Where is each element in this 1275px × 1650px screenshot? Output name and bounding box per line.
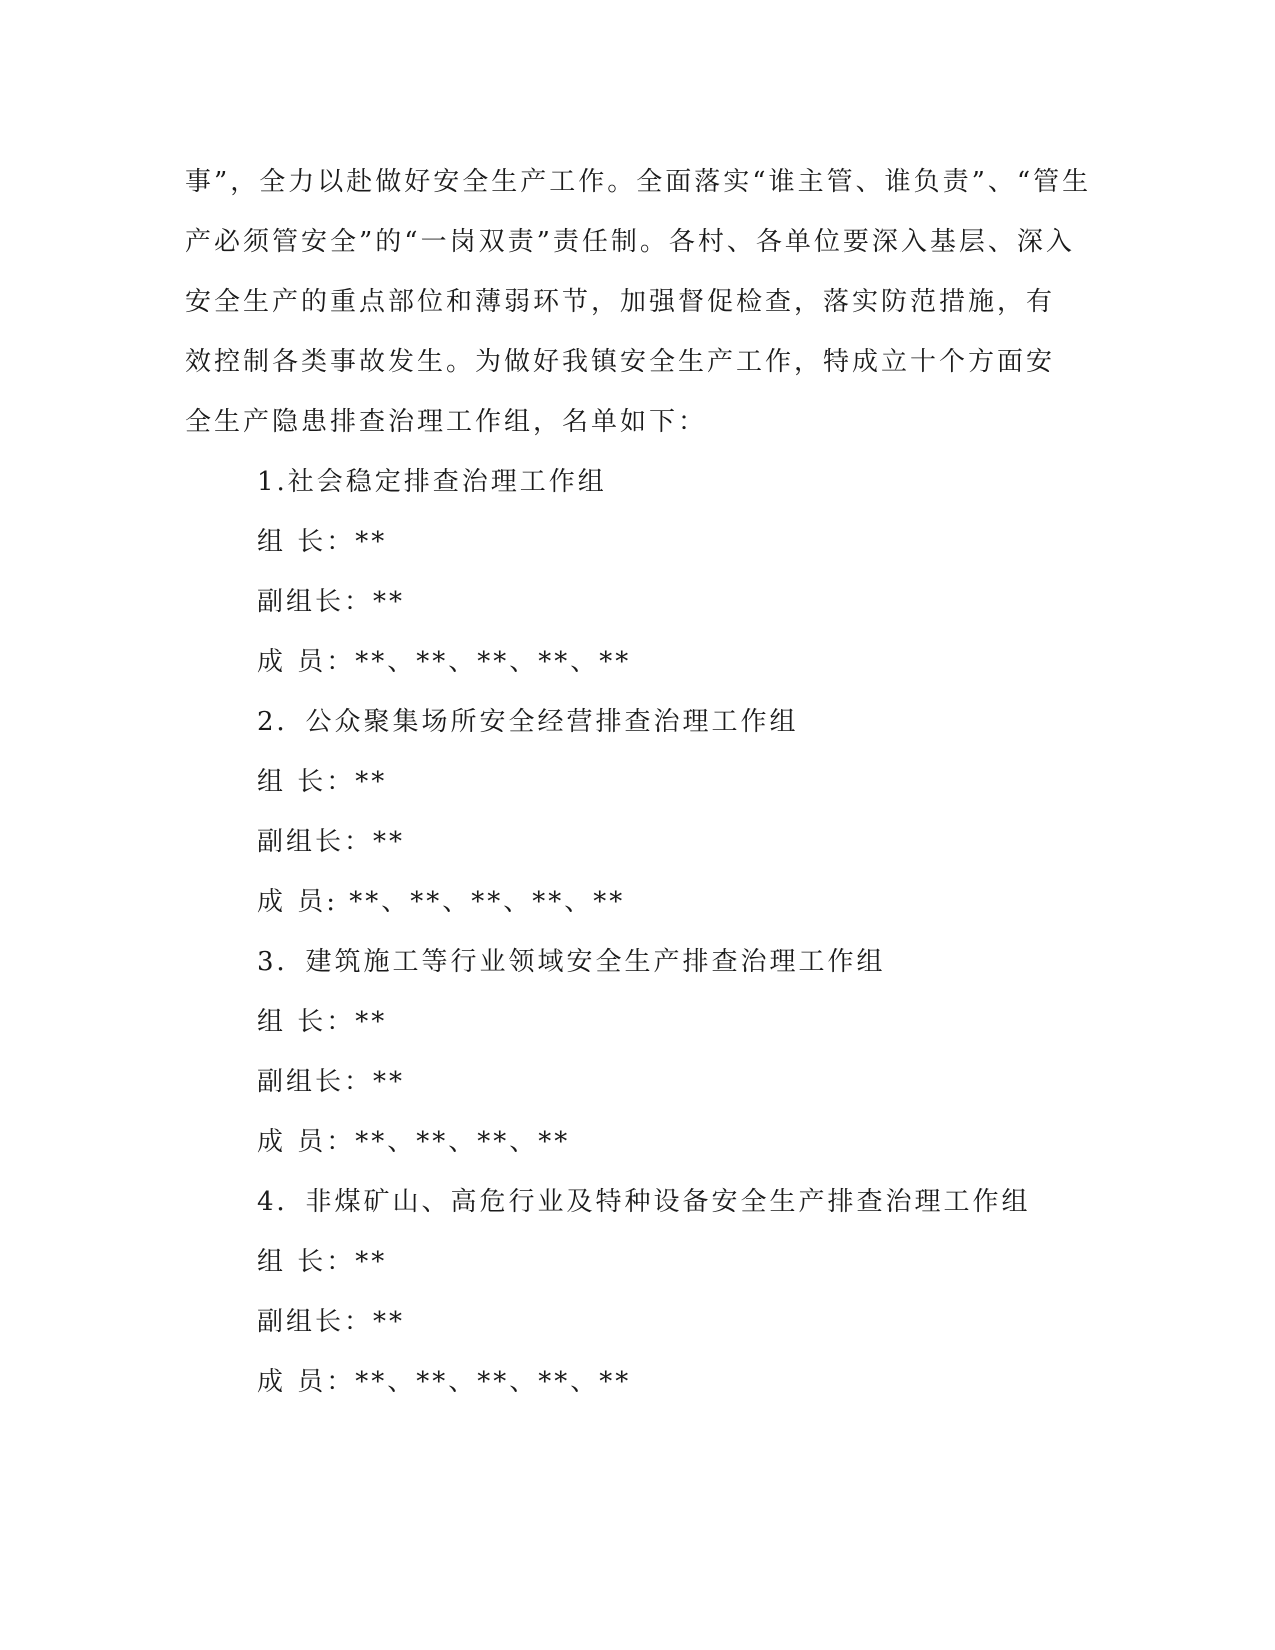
intro-line: 安全生产的重点部位和薄弱环节，加强督促检查，落实防范措施，有 (185, 287, 1056, 317)
intro-line: 效控制各类事故发生。为做好我镇安全生产工作，特成立十个方面安 (185, 347, 1056, 377)
group-members: 成 员：**、**、**、** (257, 1127, 571, 1157)
group-leader: 组 长：** (257, 527, 388, 557)
group-title: 1.社会稳定排查治理工作组 (257, 467, 607, 497)
group-members: 成 员：**、**、**、**、** (257, 647, 632, 677)
group-title: 4．非煤矿山、高危行业及特种设备安全生产排查治理工作组 (257, 1187, 1031, 1217)
group-deputy: 副组长：** (257, 1067, 406, 1097)
group-leader: 组 长：** (257, 767, 388, 797)
group-title: 2．公众聚集场所安全经营排查治理工作组 (257, 707, 799, 737)
intro-line: 事”，全力以赴做好安全生产工作。全面落实“谁主管、谁负责”、“管生 (185, 167, 1092, 197)
group-leader: 组 长：** (257, 1247, 388, 1277)
group-title: 3．建筑施工等行业领域安全生产排查治理工作组 (257, 947, 886, 977)
intro-line: 产必须管安全”的“一岗双责”责任制。各村、各单位要深入基层、深入 (185, 227, 1075, 257)
intro-line: 全生产隐患排查治理工作组，名单如下： (185, 407, 708, 437)
document-body (185, 152, 1092, 1412)
group-deputy: 副组长：** (257, 587, 406, 617)
group-members: 成 员: **、**、**、**、** (257, 887, 626, 917)
group-leader: 组 长：** (257, 1007, 388, 1037)
group-members: 成 员：**、**、**、**、** (257, 1367, 632, 1397)
group-deputy: 副组长：** (257, 1307, 406, 1337)
group-deputy: 副组长：** (257, 827, 406, 857)
